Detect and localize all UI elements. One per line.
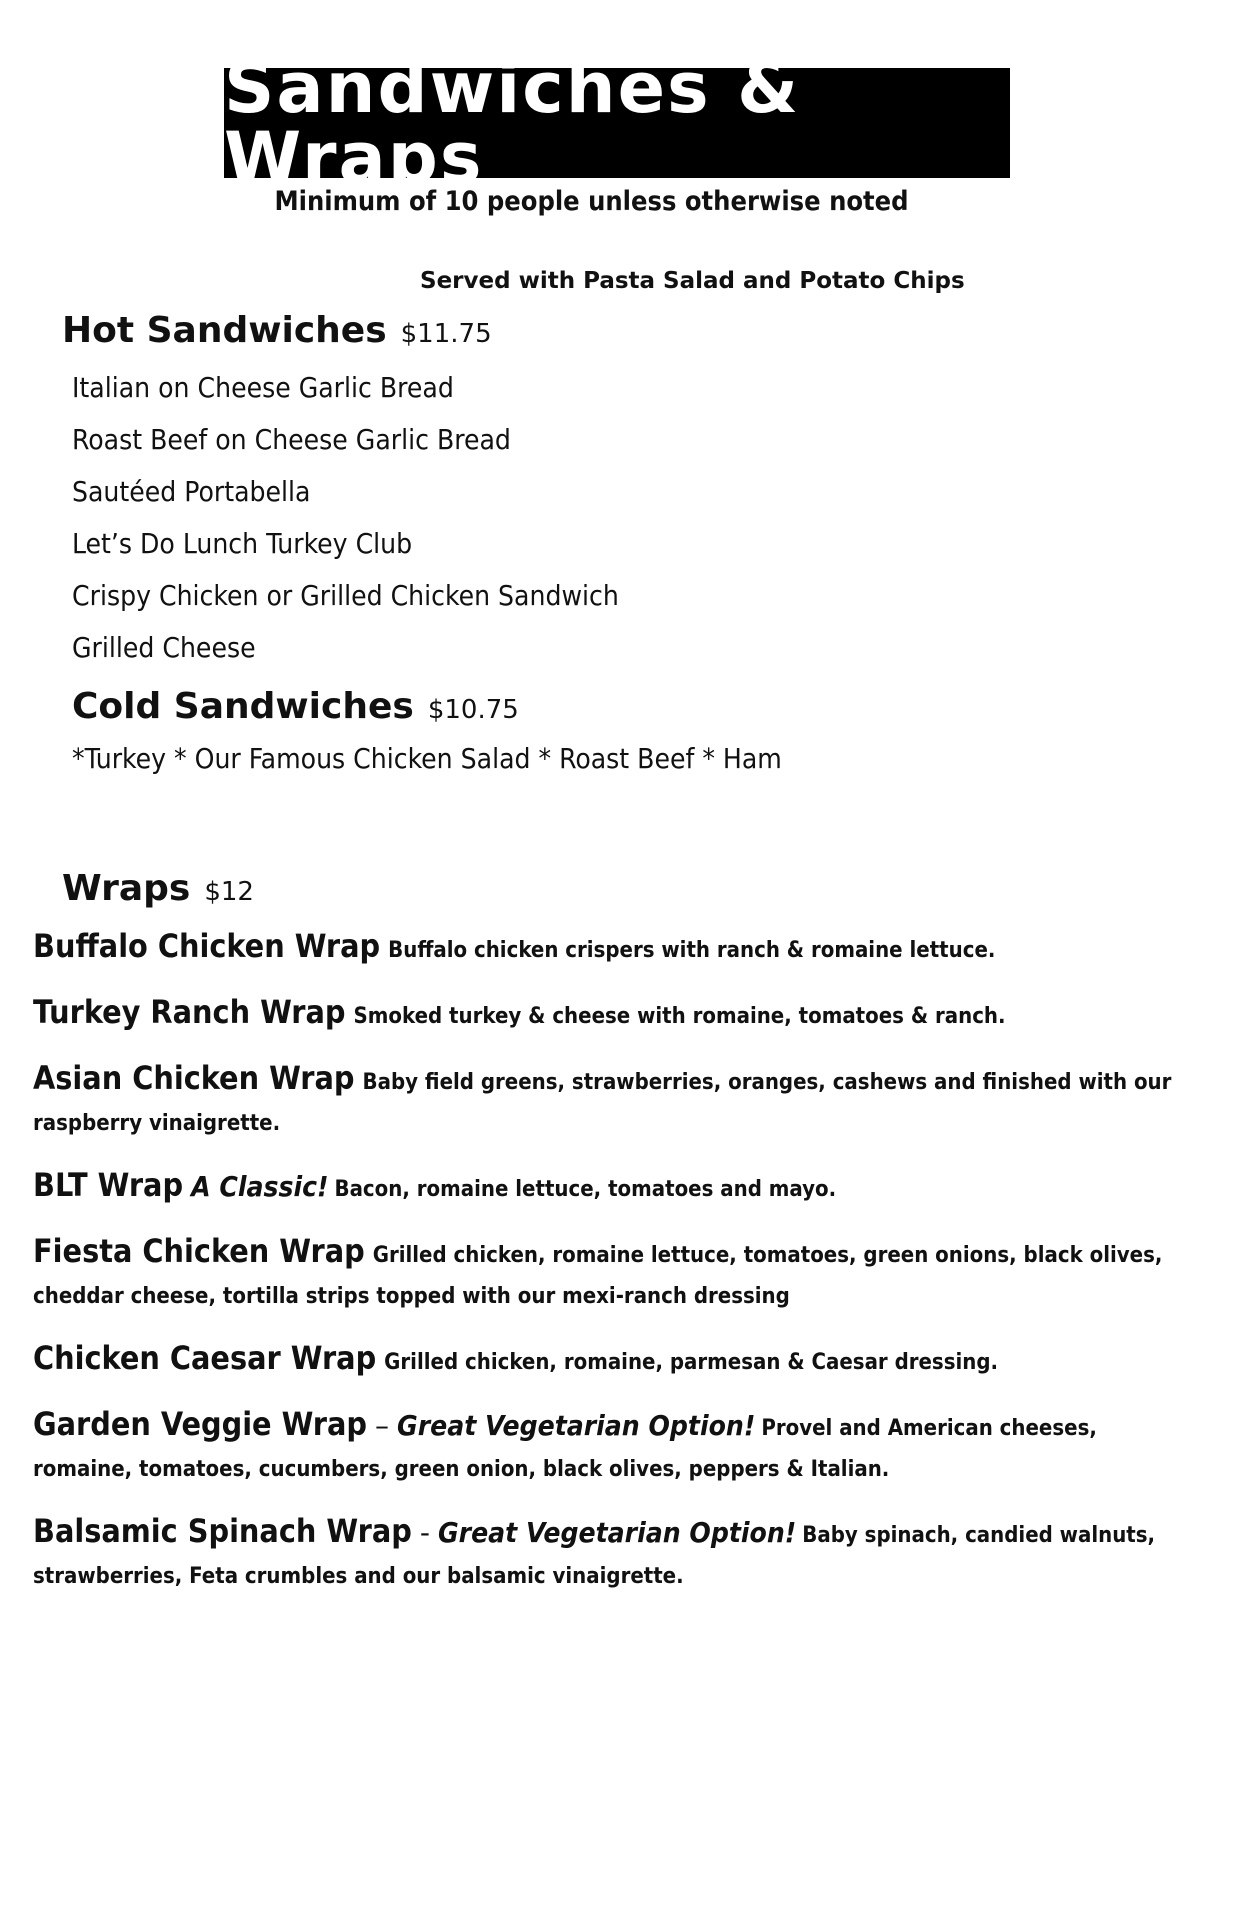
- wrap-name: Turkey Ranch Wrap: [33, 993, 346, 1031]
- cold-sandwiches-heading: [72, 686, 519, 727]
- wrap-description: Grilled chicken, romaine lettuce, tomatoes, green onions, black olives, cheddar cheese, tortilla strips topped with our mexi-ranch dressing: [33, 1243, 1163, 1309]
- wrap-description: Smoked turkey & cheese with romaine, tomatoes & ranch.: [353, 1004, 1006, 1029]
- wraps-list: [33, 926, 1193, 1618]
- wrap-tag: Great Vegetarian Option!: [437, 1516, 797, 1549]
- wrap-name: Asian Chicken Wrap: [33, 1059, 355, 1097]
- hot-sandwiches-list: [72, 368, 619, 680]
- wrap-separator: -: [419, 1516, 430, 1549]
- list-item: [33, 1165, 1193, 1211]
- wrap-name: BLT Wrap: [33, 1166, 184, 1204]
- section-name: Hot Sandwiches: [62, 310, 387, 351]
- wrap-name: Buffalo Chicken Wrap: [33, 927, 381, 965]
- section-price: $11.75: [400, 319, 492, 349]
- wrap-description: Baby field greens, strawberries, oranges, cashews and finished with our raspberry vinaigrette.: [33, 1070, 1172, 1136]
- wrap-tag: A Classic!: [191, 1170, 329, 1203]
- wrap-description: Provel and American cheeses, romaine, tomatoes, cucumbers, green onion, black olives, peppers & Italian.: [33, 1416, 1097, 1482]
- list-item: [33, 992, 1193, 1038]
- list-item: [33, 1404, 1193, 1491]
- page-title: Sandwiches & Wraps: [224, 47, 801, 199]
- list-item: Grilled Cheese: [72, 631, 256, 664]
- cold-sandwiches-items: *Turkey * Our Famous Chicken Salad * Roast Beef * Ham: [72, 742, 782, 775]
- wrap-name: Chicken Caesar Wrap: [33, 1339, 377, 1377]
- list-item: [33, 1231, 1193, 1318]
- list-item: [33, 1058, 1193, 1145]
- wrap-description: Bacon, romaine lettuce, tomatoes and mayo.: [334, 1177, 837, 1202]
- minimum-note: Minimum of 10 people unless otherwise noted: [274, 186, 909, 217]
- hot-sandwiches-heading: [62, 310, 492, 351]
- section-name: Wraps: [62, 868, 191, 909]
- wrap-name: Fiesta Chicken Wrap: [33, 1232, 365, 1270]
- list-item: Crispy Chicken or Grilled Chicken Sandwich: [72, 579, 619, 612]
- list-item: Roast Beef on Cheese Garlic Bread: [72, 423, 511, 456]
- wrap-description: Grilled chicken, romaine, parmesan & Caesar dressing.: [384, 1350, 999, 1375]
- section-price: $12: [204, 877, 254, 907]
- wrap-name: Garden Veggie Wrap: [33, 1405, 368, 1443]
- list-item: [33, 1511, 1193, 1598]
- wraps-heading: [62, 868, 254, 909]
- wrap-description: Buffalo chicken crispers with ranch & romaine lettuce.: [388, 938, 996, 963]
- list-item: Let’s Do Lunch Turkey Club: [72, 527, 413, 560]
- section-price: $10.75: [427, 695, 519, 725]
- wrap-tag: Great Vegetarian Option!: [397, 1409, 756, 1442]
- wrap-description: Baby spinach, candied walnuts, strawberries, Feta crumbles and our balsamic vinaigrette.: [33, 1523, 1156, 1589]
- section-name: Cold Sandwiches: [72, 686, 414, 727]
- list-item: Sautéed Portabella: [72, 475, 311, 508]
- wrap-name: Balsamic Spinach Wrap: [33, 1512, 412, 1550]
- wrap-separator: –: [375, 1409, 390, 1442]
- list-item: [33, 926, 1193, 972]
- list-item: [33, 1338, 1193, 1384]
- served-with-note: Served with Pasta Salad and Potato Chips: [420, 268, 965, 294]
- list-item: Italian on Cheese Garlic Bread: [72, 371, 454, 404]
- title-banner: [224, 47, 1010, 199]
